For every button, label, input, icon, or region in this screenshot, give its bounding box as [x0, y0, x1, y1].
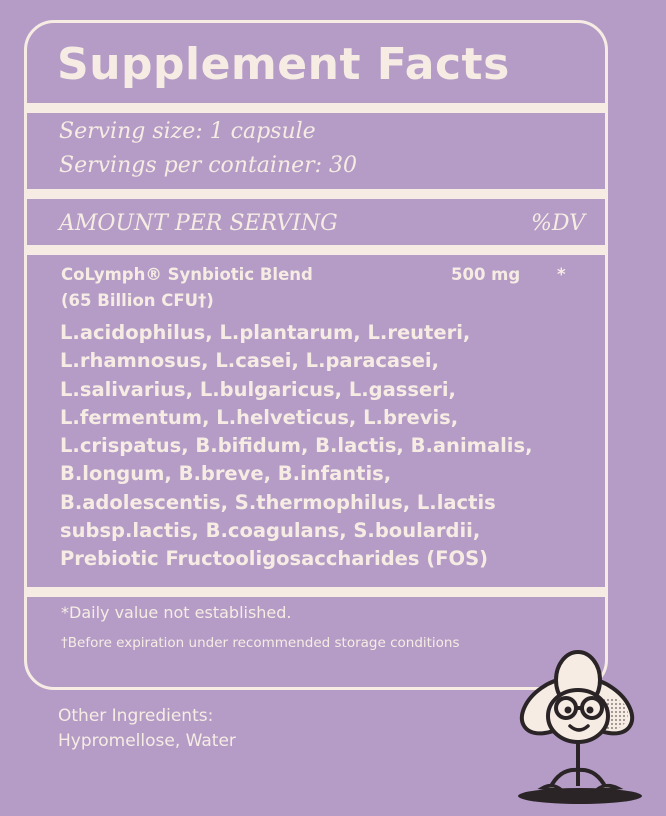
divider-amount — [27, 245, 605, 255]
blend-name: CoLymph® Synbiotic Blend — [61, 265, 313, 284]
ingredient-line: subsp.lactis, B.coagulans, S.boulardii, — [60, 519, 481, 543]
other-ingredients-value: Hypromellose, Water — [58, 731, 236, 751]
blend-dv: * — [557, 265, 566, 284]
ingredient-line: L.salivarius, L.bulgaricus, L.gasseri, — [60, 377, 456, 401]
ingredient-line: B.adolescentis, S.thermophilus, L.lactis — [60, 490, 496, 514]
servings-per-container: Servings per container: 30 — [59, 153, 358, 178]
divider-serving — [27, 189, 605, 199]
daily-value-header: %DV — [530, 211, 585, 236]
divider-top — [27, 103, 605, 113]
supplement-facts-panel — [24, 20, 608, 690]
divider-footnotes — [27, 587, 605, 597]
ingredient-line: L.acidophilus, L.plantarum, L.reuteri, — [60, 321, 471, 344]
ingredient-line: L.rhamnosus, L.casei, L.paracasei, — [60, 349, 440, 373]
ingredient-line: L.crispatus, B.bifidum, B.lactis, B.animalis, — [60, 434, 533, 458]
ingredient-list — [60, 319, 600, 574]
mascot-character-icon — [506, 650, 650, 806]
blend-amount: 500 mg — [451, 265, 521, 284]
blend-cfu: (65 Billion CFU†) — [61, 291, 214, 310]
other-ingredients-label: Other Ingredients: — [58, 706, 214, 726]
amount-per-serving-header: AMOUNT PER SERVING — [59, 211, 338, 236]
serving-size: Serving size: 1 capsule — [59, 119, 316, 144]
footnote-cfu: †Before expiration under recommended storage conditions — [61, 635, 460, 651]
footnote-daily-value: *Daily value not established. — [61, 603, 292, 622]
panel-title: Supplement Facts — [57, 39, 510, 90]
ingredient-line: Prebiotic Fructooligosaccharides (FOS) — [60, 547, 489, 571]
ingredient-line: B.longum, B.breve, B.infantis, — [60, 462, 392, 486]
ingredient-line: L.fermentum, L.helveticus, L.brevis, — [60, 405, 459, 429]
